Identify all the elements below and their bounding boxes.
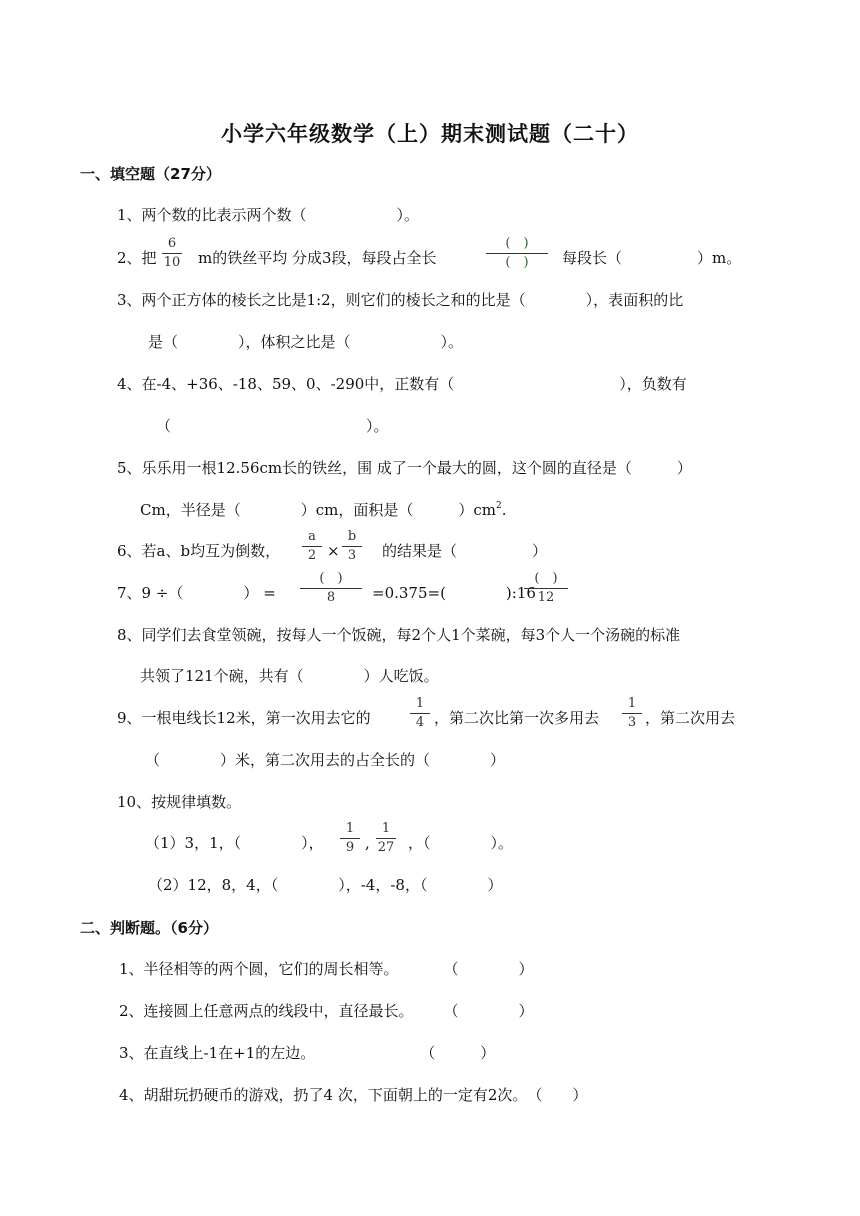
question-7-prefix: 7、9 ÷（ ） = <box>117 584 276 602</box>
fraction-numerator: 1 <box>345 821 355 836</box>
fraction-one-ninth <box>338 821 362 856</box>
fraction-denominator: 27 <box>377 840 395 855</box>
fraction-b-over-3 <box>340 529 364 564</box>
question-7-middle: =0.375=( ):16 <box>372 584 536 602</box>
judge-item: 3、在直线上-1在+1的左边。 （ ） <box>119 1044 496 1062</box>
question-4-line2: （ ）。 <box>156 417 389 435</box>
question-8-line1: 8、同学们去食堂领碗，按每人一个饭碗，每2个人1个菜碗，每3个人一个汤碗的标准 <box>117 626 681 644</box>
fraction-one-quarter <box>408 696 432 731</box>
question-6-prefix: 6、若a、b均互为倒数， <box>117 542 281 560</box>
question-9-line2: （ ）米，第二次用去的占全长的（ ） <box>145 751 506 769</box>
fraction-denominator: ( ) <box>505 255 529 270</box>
judge-item: 4、胡甜玩扔硬币的游戏，扔了4 次，下面朝上的一定有2次。 （ ） <box>119 1086 588 1104</box>
fraction-numerator: 1 <box>627 696 637 711</box>
question-5-line2 <box>140 500 506 523</box>
question-10: 10、按规律填数。 <box>117 793 242 811</box>
question-9-prefix: 9、一根电线长12米，第一次用去它的 <box>117 709 371 727</box>
fraction-denominator: 10 <box>163 255 181 270</box>
fraction-numerator: ( ) <box>505 236 529 251</box>
fraction-numerator: 1 <box>381 821 391 836</box>
fraction-numerator: ( ) <box>534 571 558 586</box>
fraction-denominator: 2 <box>307 548 317 563</box>
fraction-denominator: 3 <box>627 715 637 730</box>
question-9-suffix: ，第二次用去 <box>645 709 736 727</box>
question-9-middle: ，第二次比第一次多用去 <box>434 709 600 727</box>
question-8-line2: 共领了121个碗，共有（ ）人吃饭。 <box>140 667 439 685</box>
times-sign: × <box>327 542 340 560</box>
page-title: 小学六年级数学（上）期末测试题（二十） <box>221 122 639 146</box>
fraction-numerator: ( ) <box>319 571 343 586</box>
question-3-line2: 是（ ），体积之比是（ ）。 <box>148 333 464 351</box>
question-5-line1: 5、乐乐用一根12.56cm长的铁丝，围 成了一个最大的圆，这个圆的直径是（ ） <box>117 459 692 477</box>
question-5-text: Cm，半径是（ ）cm，面积是（ ）cm <box>140 501 496 519</box>
fraction-one-twenty-seventh <box>374 821 398 856</box>
fraction-numerator: 1 <box>415 696 425 711</box>
fraction-numerator: 6 <box>167 236 177 251</box>
question-10-1-prefix: （1）3，1，（ ）， <box>145 834 324 852</box>
fraction-six-tenths <box>160 236 184 271</box>
fraction-denominator: 9 <box>345 840 355 855</box>
fraction-denominator: 4 <box>415 715 425 730</box>
question-6-suffix: 的结果是（ ） <box>382 542 548 560</box>
fraction-one-third <box>620 696 644 731</box>
period: . <box>501 501 507 519</box>
question-10-1-suffix: ，（ ）。 <box>408 834 514 852</box>
section-true-false-heading: 二、判断题。（6分） <box>80 919 218 937</box>
question-2-prefix: 2、把 <box>117 249 157 267</box>
fraction-numerator: b <box>347 529 357 544</box>
fraction-blank-over-8 <box>298 571 364 606</box>
comma: , <box>365 834 370 852</box>
judge-item: 2、连接圆上任意两点的线段中，直径最长。 （ ） <box>119 1002 534 1020</box>
fraction-numerator: a <box>308 529 316 544</box>
question-4-line1: 4、在-4、+36、-18、59、0、-290中，正数有（ ），负数有 <box>117 375 687 393</box>
question-2-middle: m的铁丝平均 分成3段，每段占全长 <box>198 249 437 267</box>
question-2-suffix: 每段长（ ）m。 <box>562 249 742 267</box>
fraction-denominator: 3 <box>347 548 357 563</box>
superscript-two: 2 <box>495 501 502 511</box>
fraction-a-over-2 <box>300 529 324 564</box>
fraction-denominator: 12 <box>537 590 555 605</box>
question-10-2: （2）12，8，4，（ ），-4，-8，（ ） <box>148 876 503 894</box>
question-3-line1: 3、两个正方体的棱长之比是1:2，则它们的棱长之和的比是（ ），表面积的比 <box>117 291 684 309</box>
question-1: 1、两个数的比表示两个数（ ）。 <box>117 206 420 224</box>
fraction-denominator: 8 <box>326 590 336 605</box>
section-fill-blank-heading: 一、填空题（27分） <box>80 165 221 183</box>
fraction-blank-over-12 <box>522 571 570 606</box>
fraction-blank <box>484 236 550 271</box>
judge-item: 1、半径相等的两个圆，它们的周长相等。 （ ） <box>119 960 534 978</box>
